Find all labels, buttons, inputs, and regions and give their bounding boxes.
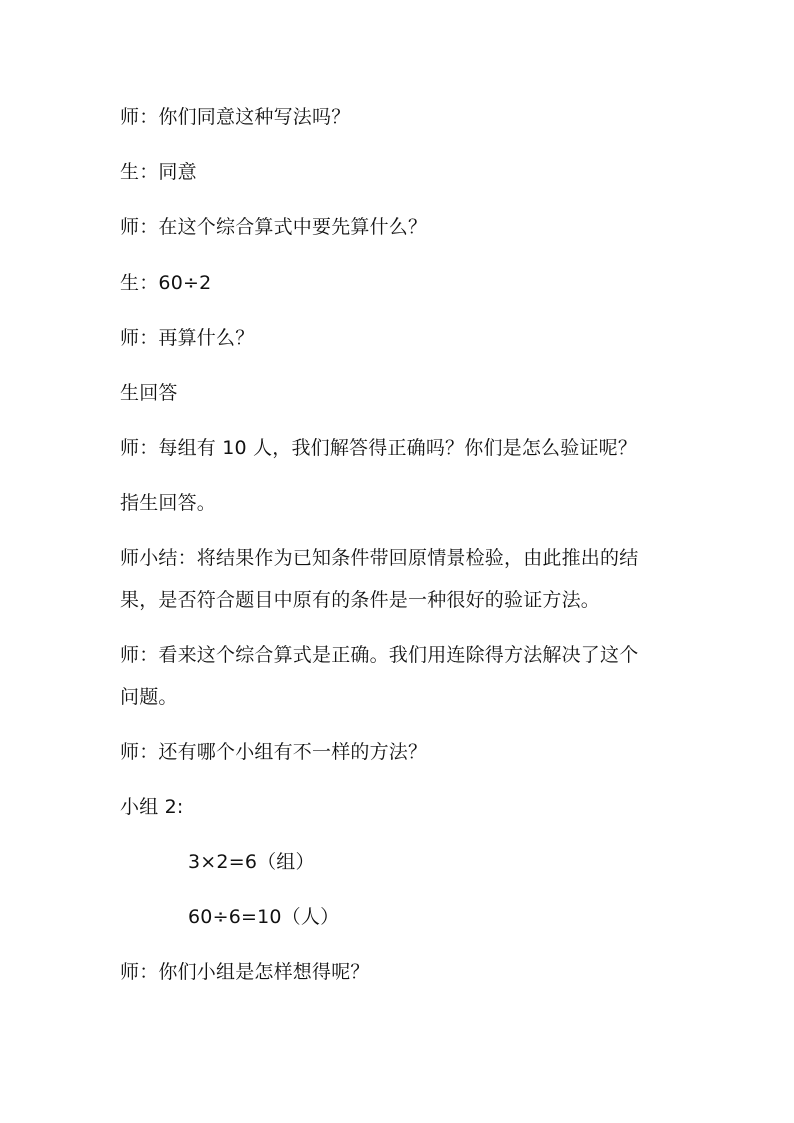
dialogue-line: 师：每组有 10 人，我们解答得正确吗？你们是怎么验证呢？ (120, 437, 638, 459)
dialogue-line: 生：60÷2 (120, 272, 212, 294)
dialogue-line: 生：同意 (120, 161, 197, 183)
equation-line: 3×2=6（组） (188, 851, 315, 873)
equation-line: 60÷6=10（人） (188, 906, 340, 928)
dialogue-line: 师：在这个综合算式中要先算什么？ (120, 216, 428, 238)
dialogue-line: 师小结：将结果作为已知条件带回原情景检验，由此推出的结 (120, 547, 639, 569)
group-label: 小组 2: (120, 796, 184, 818)
dialogue-line: 师：看来这个综合算式是正确。我们用连除得方法解决了这个 (120, 644, 639, 666)
dialogue-line: 问题。 (120, 686, 178, 708)
dialogue-line: 师：还有哪个小组有不一样的方法？ (120, 741, 428, 763)
dialogue-line: 师：再算什么？ (120, 327, 255, 349)
dialogue-line: 指生回答。 (120, 492, 217, 514)
dialogue-line: 生回答 (120, 382, 178, 404)
dialogue-line: 师：你们同意这种写法吗？ (120, 106, 351, 128)
dialogue-line: 师：你们小组是怎样想得呢？ (120, 961, 370, 983)
dialogue-line: 果，是否符合题目中原有的条件是一种很好的验证方法。 (120, 589, 601, 611)
